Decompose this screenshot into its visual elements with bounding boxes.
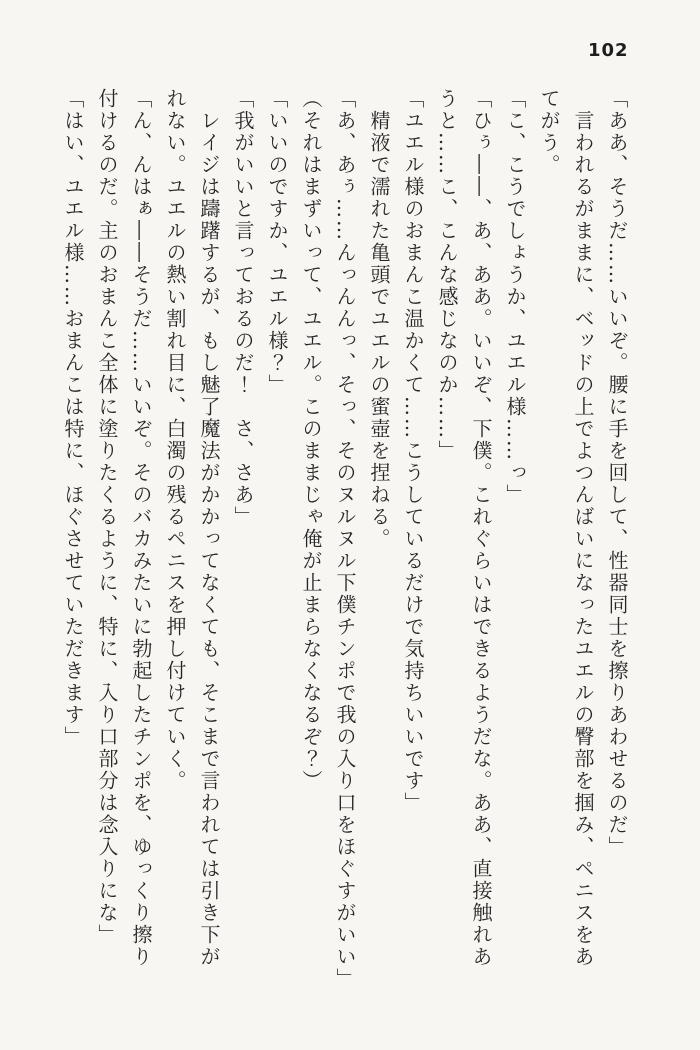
text-line: 付けるのだ。主のおまんこ全体に塗りたくるように、特に、入り口部分は念入りにな」 — [95, 88, 119, 946]
text-line: 「こ、こうでしょうか、ユエル様……っ」 — [503, 88, 527, 506]
text-line: 「いいのですか、ユエル様？」 — [265, 88, 289, 396]
text-line: うと……こ、こんな感じなのか……」 — [435, 88, 459, 462]
text-line: レイジは躊躇するが、もし魅了魔法がかかってなくても、そこまで言われては引き下が — [197, 110, 221, 968]
text-line: てがう。 — [537, 88, 561, 176]
text-line: 言われるがままに、ベッドの上でよつんばいになったユエルの臀部を掴み、ペニスをあ — [571, 110, 595, 968]
text-line: れない。ユエルの熱い割れ目に、白濁の残るペニスを押し付けていく。 — [163, 88, 187, 792]
text-line: （それはまずいって、ユエル。このままじゃ俺が止まらなくなるぞ？） — [299, 88, 323, 792]
text-line: 「ひぅ――、あ、ああ。いいぞ、下僕。これぐらいはできるようだな。ああ、直接触れあ — [469, 88, 493, 968]
text-line: 「ん、んはぁ――そうだ……いいぞ。そのバカみたいに勃起したチンポを、ゆっくり擦り — [129, 88, 153, 968]
page-number: 102 — [588, 40, 629, 61]
text-line: 「ああ、そうだ……いいぞ。腰に手を回して、性器同士を擦りあわせるのだ」 — [605, 88, 629, 858]
vertical-text-block — [56, 88, 634, 1000]
text-line: 「あ、あぅ……んっんんっ、そっ、そのヌルヌル下僕チンポで我の入り口をほぐすがいい」 — [333, 88, 357, 990]
text-line: 「ユエル様のおまんこ温かくて……こうしているだけで気持ちいいです」 — [401, 88, 425, 814]
text-line: 精液で濡れた亀頭でユエルの蜜壺を捏ねる。 — [367, 110, 391, 550]
text-line: 「はい、ユエル様……おまんこは特に、ほぐさせていただきます」 — [61, 88, 85, 748]
text-line: 「我がいいと言っておるのだ！ さ、さあ」 — [231, 88, 255, 528]
